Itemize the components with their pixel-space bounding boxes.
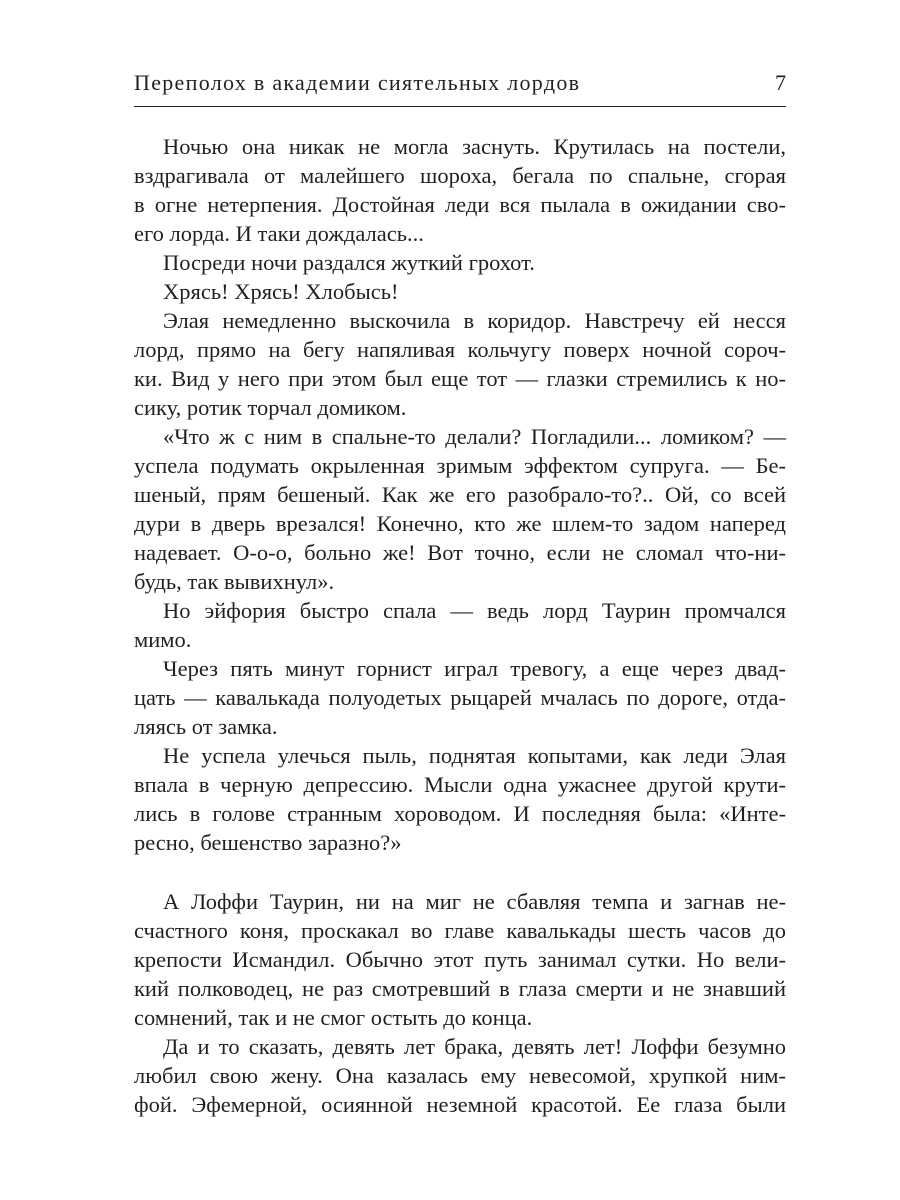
text-line: в огне нетерпения. Достойная леди вся пылала в ожидании сво- xyxy=(134,192,786,217)
text-line: сику, ротик торчал домиком. xyxy=(134,395,407,420)
text-line: Элая немедленно выскочила в коридор. Навстречу ей несся xyxy=(163,308,786,333)
text-line: успела подумать окрыленная зримым эффектом супруга. — Бе- xyxy=(134,453,786,478)
text-line: ресно, бешенство заразно?» xyxy=(134,830,402,855)
text-line: будь, так вывихнул». xyxy=(134,569,335,594)
text-line: Но эйфория быстро спала — ведь лорд Таурин промчался xyxy=(163,598,786,623)
text-line: впала в черную депрессию. Мысли одна ужаснее другой крути- xyxy=(134,772,786,797)
running-title: Переполох в академии сиятельных лордов xyxy=(134,70,581,95)
text-line: мимо. xyxy=(134,627,192,652)
text-line: любил свою жену. Она казалась ему невесомой, хрупкой ним- xyxy=(134,1063,786,1088)
text-line: дури в дверь врезался! Конечно, кто же шлем-то задом наперед xyxy=(134,511,786,536)
text-line: ляясь от замка. xyxy=(134,714,278,739)
text-line: Посреди ночи раздался жуткий грохот. xyxy=(163,250,535,275)
text-line: фой. Эфемерной, осиянной неземной красотой. Ее глаза были xyxy=(134,1092,786,1117)
text-line: Хрясь! Хрясь! Хлобысь! xyxy=(163,279,399,304)
text-line: «Что ж с ним в спальне-то делали? Погладили... ломиком? — xyxy=(163,424,786,449)
text-line: Да и то сказать, девять лет брака, девять лет! Лоффи безумно xyxy=(163,1034,786,1059)
page-number: 7 xyxy=(775,70,786,95)
text-line: лорд, прямо на бегу напяливая кольчугу поверх ночной сороч- xyxy=(134,337,786,362)
text-line: его лорда. И таки дождалась... xyxy=(134,221,424,246)
text-line: надевает. О-о-о, больно же! Вот точно, если не сломал что-ни- xyxy=(134,540,786,565)
text-line: счастного коня, проскакал во главе кавалькады шесть часов до xyxy=(134,918,786,943)
text-line: сомнений, так и не смог остыть до конца. xyxy=(134,1005,533,1030)
text-line: А Лоффи Таурин, ни на миг не сбавляя темпа и загнав не- xyxy=(163,889,786,914)
text-line: Через пять минут горнист играл тревогу, а еще через двад- xyxy=(163,656,786,681)
running-header xyxy=(134,66,786,107)
text-line: крепости Исмандил. Обычно этот путь занимал сутки. Но вели- xyxy=(134,947,786,972)
text-line: лись в голове странным хороводом. И последняя была: «Инте- xyxy=(134,801,786,826)
text-line: шеный, прям бешеный. Как же его разобрало-то?.. Ой, со всей xyxy=(134,482,786,507)
text-line: Ночью она никак не могла заснуть. Крутилась на постели, xyxy=(163,134,786,159)
text-line: кий полководец, не раз смотревший в глаза смерти и не знавший xyxy=(134,976,786,1001)
text-line: Не успела улечься пыль, поднятая копытами, как леди Элая xyxy=(163,743,786,768)
text-line: вздрагивала от малейшего шороха, бегала по спальне, сгорая xyxy=(134,163,786,188)
text-line: ки. Вид у него при этом был еще тот — глазки стремились к но- xyxy=(134,366,786,391)
text-line: цать — кавалькада полуодетых рыцарей мчалась по дороге, отда- xyxy=(134,685,786,710)
